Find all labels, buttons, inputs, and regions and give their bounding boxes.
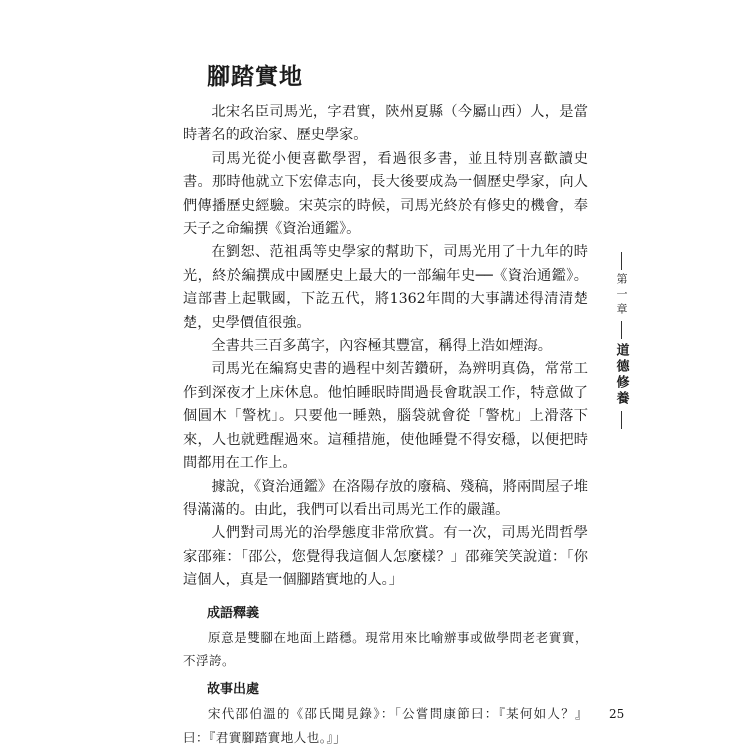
divider: [621, 321, 622, 339]
story-source-text: 宋代邵伯溫的《邵氏聞見錄》：「公嘗問康節曰：『某何如人？』曰：『君實腳踏實地人也。』」: [183, 706, 588, 745]
chapter-label: 第一章: [615, 273, 628, 318]
page-title: 腳踏實地: [207, 64, 303, 90]
paragraph: 北宋名臣司馬光，字君實，陝州夏縣（今屬山西）人，是當時著名的政治家、歷史學家。: [183, 104, 588, 144]
story-body: [183, 101, 588, 749]
idiom-meaning-heading: 成語釋義: [207, 605, 260, 621]
story-source-heading: 故事出處: [207, 682, 260, 698]
page-number: 25: [609, 707, 625, 721]
divider: [621, 252, 622, 270]
paragraph: 全書共三百多萬字，內容極其豐富，稱得上浩如煙海。: [211, 338, 552, 355]
paragraph: 司馬光從小便喜歡學習，看過很多書，並且特別喜歡讀史書。那時他就立下宏偉志向，長大後要成為一個歷史學家，向人們傳播歷史經驗。宋英宗的時候，司馬光終於有修史的機會，奉天子之命編撰《資治通鑑》。: [183, 150, 588, 238]
chapter-side-tab: [607, 252, 635, 429]
paragraph: 人們對司馬光的治學態度非常欣賞。有一次，司馬光問哲學家邵雍：「邵公，您覺得我這個人怎麼樣？」邵雍笑笑說道：「你這個人，真是一個腳踏實地的人。」: [183, 525, 588, 589]
idiom-meaning-text: 原意是雙腳在地面上踏穩。現常用來比喻辦事或做學問老老實實，不浮誇。: [183, 629, 588, 668]
divider: [621, 411, 622, 429]
paragraph: 司馬光在編寫史書的過程中刻苦鑽研，為辨明真偽，常常工作到深夜才上床休息。他怕睡眠時間過長會耽誤工作，特意做了個圓木「警枕」。只要他一睡熟，腦袋就會從「警枕」上滑落下來，人也就甦醒過來。這種措施，使他睡覺不得安穩，以便把時間都用在工作上。: [183, 361, 588, 472]
paragraph: 在劉恕、范祖禹等史學家的幫助下，司馬光用了十九年的時光，終於編撰成中國歷史上最大的一部編年史──《資治通鑑》。這部書上起戰國，下訖五代，將1362年間的大事講述得清清楚楚，史學價值很強。: [183, 244, 588, 331]
paragraph: 據說，《資治通鑑》在洛陽存放的廢稿、殘稿，將兩間屋子堆得滿滿的。由此，我們可以看出司馬光工作的嚴謹。: [183, 478, 588, 518]
chapter-subtitle: 道德修養: [613, 343, 629, 407]
